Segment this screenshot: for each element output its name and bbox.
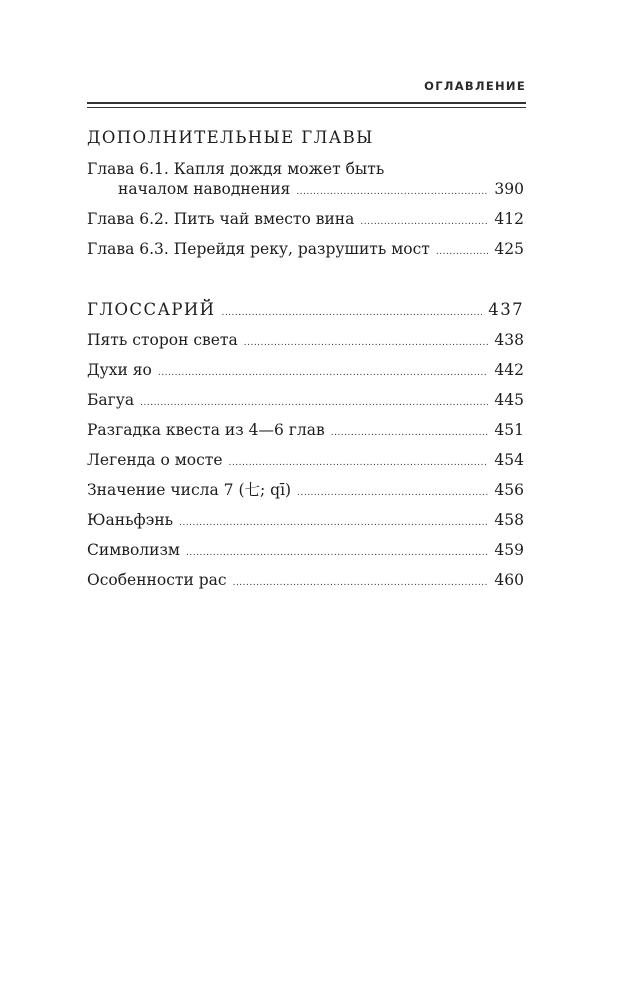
toc-entry-glossary-item[interactable]: [87, 360, 524, 383]
toc-entry-glossary-item[interactable]: [87, 420, 524, 443]
page-number: 425: [494, 240, 524, 258]
section-heading-glossary: ГЛОССАРИЙ: [87, 300, 216, 319]
section-spacer: [87, 269, 524, 300]
dot-leader: [229, 453, 489, 473]
toc-entry-glossary-item[interactable]: [87, 330, 524, 353]
toc-entry-title: Глава 6.2. Пить чай вместо вина: [87, 210, 355, 228]
toc-entry-title: Разгадка квеста из 4—6 глав: [87, 421, 325, 439]
page-number: 456: [494, 481, 524, 499]
page-number: 438: [494, 331, 524, 349]
dot-leader: [158, 363, 489, 383]
section-heading-additional-chapters: ДОПОЛНИТЕЛЬНЫЕ ГЛАВЫ: [87, 128, 374, 147]
page-number: 459: [494, 541, 524, 559]
toc-entry-title: Символизм: [87, 541, 180, 559]
dot-leader: [140, 393, 488, 413]
toc-entry-glossary-item[interactable]: [87, 570, 524, 593]
toc-entry-title: Багуа: [87, 391, 135, 409]
toc-entry-title: Легенда о мосте: [87, 451, 223, 469]
page-number: 454: [494, 451, 524, 469]
toc-entry-title: Пять сторон света: [87, 331, 238, 349]
toc-entry-glossary-item[interactable]: [87, 510, 524, 533]
toc-entry-chapter-6-2[interactable]: [87, 209, 524, 232]
toc-entry-chapter-6-1[interactable]: [87, 159, 524, 202]
dot-leader: [186, 543, 488, 563]
dot-leader: [233, 573, 489, 593]
dot-leader: [360, 212, 488, 232]
toc-entry-title: Юаньфэнь: [87, 511, 174, 529]
dot-leader: [244, 333, 489, 353]
dot-leader: [296, 182, 488, 202]
toc-entry-title: Духи яо: [87, 361, 152, 379]
toc-entry-title: Глава 6.3. Перейдя реку, разрушить мост: [87, 240, 430, 258]
page-number: 437: [488, 300, 524, 319]
toc-entry-chapter-6-3[interactable]: [87, 239, 524, 262]
header-rule-thin: [87, 107, 526, 108]
toc-entry-glossary-item[interactable]: [87, 540, 524, 563]
toc-entry-glossary[interactable]: [87, 300, 524, 323]
dot-leader: [179, 513, 488, 533]
dot-leader: [221, 303, 482, 323]
toc-entry-title: Особенности рас: [87, 571, 227, 589]
header-rule-thick: [87, 102, 526, 104]
page-number: 445: [494, 391, 524, 409]
table-of-contents: [87, 126, 524, 600]
running-head: ОГЛАВЛЕНИЕ: [424, 79, 526, 93]
page-number: 442: [494, 361, 524, 379]
page-number: 451: [494, 421, 524, 439]
toc-entry-title-line2: началом наводнения: [118, 180, 291, 198]
toc-entry-title: Значение числа 7 (七; qī): [87, 481, 292, 499]
toc-entry-glossary-item[interactable]: [87, 450, 524, 473]
toc-entry-glossary-item[interactable]: [87, 390, 524, 413]
page-number: 412: [494, 210, 524, 228]
toc-entry-title-line1: Глава 6.1. Капля дождя может быть: [87, 160, 385, 178]
page-number: 460: [494, 571, 524, 589]
toc-entry-line2: [87, 179, 524, 202]
dot-leader: [436, 242, 489, 262]
dot-leader: [331, 423, 489, 443]
dot-leader: [297, 483, 488, 503]
page-number: 458: [494, 511, 524, 529]
toc-entry-glossary-item[interactable]: [87, 480, 524, 503]
page-number: 390: [494, 180, 524, 198]
